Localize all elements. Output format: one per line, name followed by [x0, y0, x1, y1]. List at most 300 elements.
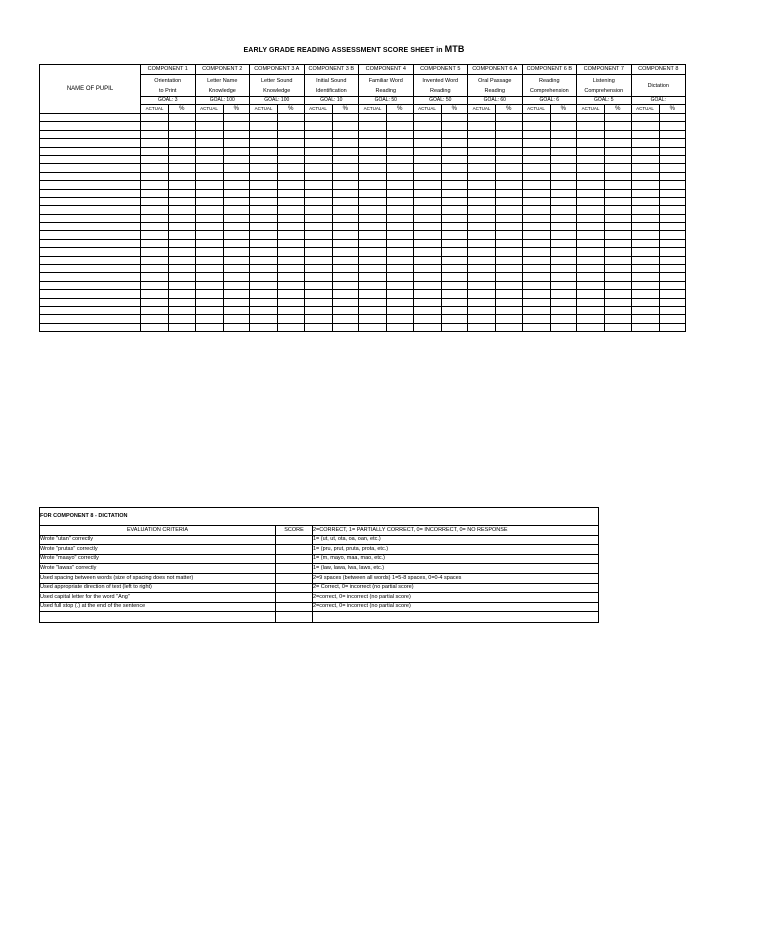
actual-score-cell[interactable]: [522, 290, 550, 298]
actual-score-cell[interactable]: [304, 248, 332, 256]
actual-score-cell[interactable]: [468, 248, 496, 256]
percent-score-cell[interactable]: [550, 265, 577, 273]
actual-score-cell[interactable]: [195, 155, 223, 163]
percent-score-cell[interactable]: [332, 323, 359, 331]
actual-score-cell[interactable]: [304, 181, 332, 189]
actual-score-cell[interactable]: [359, 298, 387, 306]
pupil-name-cell[interactable]: [40, 189, 141, 197]
actual-score-cell[interactable]: [468, 181, 496, 189]
actual-score-cell[interactable]: [468, 147, 496, 155]
percent-score-cell[interactable]: [659, 172, 686, 180]
percent-score-cell[interactable]: [169, 248, 196, 256]
percent-score-cell[interactable]: [659, 139, 686, 147]
percent-score-cell[interactable]: [659, 189, 686, 197]
actual-score-cell[interactable]: [250, 206, 278, 214]
percent-score-cell[interactable]: [387, 315, 414, 323]
actual-score-cell[interactable]: [304, 281, 332, 289]
percent-score-cell[interactable]: [496, 323, 523, 331]
actual-score-cell[interactable]: [468, 306, 496, 314]
actual-score-cell[interactable]: [577, 290, 605, 298]
percent-score-cell[interactable]: [278, 256, 305, 264]
actual-score-cell[interactable]: [359, 281, 387, 289]
pupil-name-cell[interactable]: [40, 323, 141, 331]
percent-score-cell[interactable]: [659, 281, 686, 289]
actual-score-cell[interactable]: [359, 155, 387, 163]
actual-score-cell[interactable]: [304, 214, 332, 222]
percent-score-cell[interactable]: [605, 122, 632, 130]
actual-score-cell[interactable]: [631, 323, 659, 331]
actual-score-cell[interactable]: [522, 181, 550, 189]
actual-score-cell[interactable]: [359, 265, 387, 273]
percent-score-cell[interactable]: [387, 231, 414, 239]
percent-score-cell[interactable]: [169, 231, 196, 239]
percent-score-cell[interactable]: [387, 323, 414, 331]
actual-score-cell[interactable]: [413, 139, 441, 147]
percent-score-cell[interactable]: [332, 223, 359, 231]
percent-score-cell[interactable]: [278, 181, 305, 189]
actual-score-cell[interactable]: [631, 139, 659, 147]
percent-score-cell[interactable]: [223, 306, 250, 314]
percent-score-cell[interactable]: [441, 147, 468, 155]
actual-score-cell[interactable]: [195, 248, 223, 256]
percent-score-cell[interactable]: [605, 223, 632, 231]
percent-score-cell[interactable]: [223, 298, 250, 306]
actual-score-cell[interactable]: [468, 315, 496, 323]
actual-score-cell[interactable]: [141, 265, 169, 273]
actual-score-cell[interactable]: [359, 172, 387, 180]
percent-score-cell[interactable]: [278, 248, 305, 256]
actual-score-cell[interactable]: [195, 223, 223, 231]
actual-score-cell[interactable]: [631, 298, 659, 306]
actual-score-cell[interactable]: [577, 130, 605, 138]
percent-score-cell[interactable]: [550, 248, 577, 256]
actual-score-cell[interactable]: [631, 290, 659, 298]
percent-score-cell[interactable]: [659, 256, 686, 264]
actual-score-cell[interactable]: [522, 139, 550, 147]
percent-score-cell[interactable]: [496, 265, 523, 273]
actual-score-cell[interactable]: [195, 290, 223, 298]
actual-score-cell[interactable]: [141, 290, 169, 298]
actual-score-cell[interactable]: [631, 155, 659, 163]
percent-score-cell[interactable]: [387, 298, 414, 306]
actual-score-cell[interactable]: [359, 248, 387, 256]
actual-score-cell[interactable]: [413, 231, 441, 239]
actual-score-cell[interactable]: [141, 130, 169, 138]
percent-score-cell[interactable]: [659, 298, 686, 306]
actual-score-cell[interactable]: [195, 197, 223, 205]
actual-score-cell[interactable]: [468, 206, 496, 214]
actual-score-cell[interactable]: [522, 239, 550, 247]
actual-score-cell[interactable]: [359, 206, 387, 214]
actual-score-cell[interactable]: [195, 214, 223, 222]
actual-score-cell[interactable]: [522, 248, 550, 256]
percent-score-cell[interactable]: [605, 197, 632, 205]
pupil-name-cell[interactable]: [40, 315, 141, 323]
actual-score-cell[interactable]: [522, 231, 550, 239]
percent-score-cell[interactable]: [169, 214, 196, 222]
actual-score-cell[interactable]: [195, 273, 223, 281]
actual-score-cell[interactable]: [359, 315, 387, 323]
percent-score-cell[interactable]: [496, 273, 523, 281]
actual-score-cell[interactable]: [468, 256, 496, 264]
percent-score-cell[interactable]: [278, 130, 305, 138]
actual-score-cell[interactable]: [577, 155, 605, 163]
actual-score-cell[interactable]: [577, 147, 605, 155]
percent-score-cell[interactable]: [659, 231, 686, 239]
percent-score-cell[interactable]: [496, 122, 523, 130]
percent-score-cell[interactable]: [441, 114, 468, 122]
percent-score-cell[interactable]: [332, 122, 359, 130]
percent-score-cell[interactable]: [278, 122, 305, 130]
actual-score-cell[interactable]: [413, 155, 441, 163]
actual-score-cell[interactable]: [522, 122, 550, 130]
percent-score-cell[interactable]: [441, 164, 468, 172]
actual-score-cell[interactable]: [413, 206, 441, 214]
percent-score-cell[interactable]: [659, 206, 686, 214]
actual-score-cell[interactable]: [359, 323, 387, 331]
percent-score-cell[interactable]: [550, 256, 577, 264]
actual-score-cell[interactable]: [522, 273, 550, 281]
percent-score-cell[interactable]: [387, 306, 414, 314]
percent-score-cell[interactable]: [496, 315, 523, 323]
percent-score-cell[interactable]: [550, 239, 577, 247]
actual-score-cell[interactable]: [359, 147, 387, 155]
criterion-score-cell[interactable]: [276, 564, 313, 574]
percent-score-cell[interactable]: [496, 164, 523, 172]
actual-score-cell[interactable]: [141, 214, 169, 222]
percent-score-cell[interactable]: [496, 181, 523, 189]
actual-score-cell[interactable]: [631, 231, 659, 239]
criterion-score-cell[interactable]: [276, 545, 313, 555]
actual-score-cell[interactable]: [413, 239, 441, 247]
actual-score-cell[interactable]: [250, 189, 278, 197]
percent-score-cell[interactable]: [659, 239, 686, 247]
actual-score-cell[interactable]: [250, 290, 278, 298]
actual-score-cell[interactable]: [141, 197, 169, 205]
percent-score-cell[interactable]: [605, 139, 632, 147]
percent-score-cell[interactable]: [550, 281, 577, 289]
percent-score-cell[interactable]: [169, 139, 196, 147]
actual-score-cell[interactable]: [250, 298, 278, 306]
percent-score-cell[interactable]: [223, 172, 250, 180]
actual-score-cell[interactable]: [577, 164, 605, 172]
percent-score-cell[interactable]: [550, 139, 577, 147]
actual-score-cell[interactable]: [195, 130, 223, 138]
actual-score-cell[interactable]: [413, 223, 441, 231]
percent-score-cell[interactable]: [496, 248, 523, 256]
actual-score-cell[interactable]: [468, 122, 496, 130]
percent-score-cell[interactable]: [169, 239, 196, 247]
actual-score-cell[interactable]: [631, 181, 659, 189]
percent-score-cell[interactable]: [332, 315, 359, 323]
actual-score-cell[interactable]: [522, 206, 550, 214]
actual-score-cell[interactable]: [631, 223, 659, 231]
percent-score-cell[interactable]: [441, 231, 468, 239]
percent-score-cell[interactable]: [223, 273, 250, 281]
pupil-name-cell[interactable]: [40, 197, 141, 205]
percent-score-cell[interactable]: [332, 306, 359, 314]
actual-score-cell[interactable]: [250, 197, 278, 205]
actual-score-cell[interactable]: [195, 298, 223, 306]
actual-score-cell[interactable]: [522, 189, 550, 197]
percent-score-cell[interactable]: [550, 231, 577, 239]
actual-score-cell[interactable]: [522, 214, 550, 222]
actual-score-cell[interactable]: [631, 130, 659, 138]
actual-score-cell[interactable]: [304, 147, 332, 155]
percent-score-cell[interactable]: [659, 214, 686, 222]
actual-score-cell[interactable]: [522, 306, 550, 314]
percent-score-cell[interactable]: [169, 256, 196, 264]
percent-score-cell[interactable]: [550, 122, 577, 130]
actual-score-cell[interactable]: [631, 265, 659, 273]
percent-score-cell[interactable]: [550, 164, 577, 172]
actual-score-cell[interactable]: [141, 298, 169, 306]
percent-score-cell[interactable]: [278, 164, 305, 172]
actual-score-cell[interactable]: [304, 239, 332, 247]
percent-score-cell[interactable]: [387, 197, 414, 205]
percent-score-cell[interactable]: [441, 323, 468, 331]
actual-score-cell[interactable]: [413, 122, 441, 130]
actual-score-cell[interactable]: [195, 181, 223, 189]
actual-score-cell[interactable]: [250, 114, 278, 122]
actual-score-cell[interactable]: [577, 298, 605, 306]
actual-score-cell[interactable]: [195, 206, 223, 214]
criterion-score-cell[interactable]: [276, 602, 313, 612]
actual-score-cell[interactable]: [359, 223, 387, 231]
percent-score-cell[interactable]: [278, 189, 305, 197]
percent-score-cell[interactable]: [332, 189, 359, 197]
percent-score-cell[interactable]: [332, 197, 359, 205]
percent-score-cell[interactable]: [169, 130, 196, 138]
percent-score-cell[interactable]: [496, 256, 523, 264]
percent-score-cell[interactable]: [223, 114, 250, 122]
percent-score-cell[interactable]: [659, 323, 686, 331]
actual-score-cell[interactable]: [522, 197, 550, 205]
percent-score-cell[interactable]: [332, 231, 359, 239]
actual-score-cell[interactable]: [250, 172, 278, 180]
actual-score-cell[interactable]: [250, 281, 278, 289]
percent-score-cell[interactable]: [332, 130, 359, 138]
actual-score-cell[interactable]: [304, 298, 332, 306]
actual-score-cell[interactable]: [304, 206, 332, 214]
actual-score-cell[interactable]: [250, 164, 278, 172]
percent-score-cell[interactable]: [550, 155, 577, 163]
blank-cell[interactable]: [276, 612, 313, 623]
actual-score-cell[interactable]: [359, 239, 387, 247]
actual-score-cell[interactable]: [577, 256, 605, 264]
pupil-name-cell[interactable]: [40, 155, 141, 163]
percent-score-cell[interactable]: [550, 147, 577, 155]
percent-score-cell[interactable]: [278, 323, 305, 331]
actual-score-cell[interactable]: [631, 172, 659, 180]
actual-score-cell[interactable]: [631, 273, 659, 281]
percent-score-cell[interactable]: [169, 189, 196, 197]
actual-score-cell[interactable]: [577, 114, 605, 122]
actual-score-cell[interactable]: [304, 155, 332, 163]
percent-score-cell[interactable]: [605, 147, 632, 155]
pupil-name-cell[interactable]: [40, 147, 141, 155]
actual-score-cell[interactable]: [468, 265, 496, 273]
actual-score-cell[interactable]: [359, 197, 387, 205]
actual-score-cell[interactable]: [195, 172, 223, 180]
actual-score-cell[interactable]: [468, 197, 496, 205]
actual-score-cell[interactable]: [631, 164, 659, 172]
actual-score-cell[interactable]: [141, 147, 169, 155]
actual-score-cell[interactable]: [522, 164, 550, 172]
percent-score-cell[interactable]: [169, 323, 196, 331]
actual-score-cell[interactable]: [631, 214, 659, 222]
percent-score-cell[interactable]: [441, 290, 468, 298]
pupil-name-cell[interactable]: [40, 281, 141, 289]
percent-score-cell[interactable]: [441, 130, 468, 138]
percent-score-cell[interactable]: [659, 164, 686, 172]
percent-score-cell[interactable]: [441, 189, 468, 197]
actual-score-cell[interactable]: [195, 315, 223, 323]
percent-score-cell[interactable]: [169, 155, 196, 163]
actual-score-cell[interactable]: [577, 139, 605, 147]
percent-score-cell[interactable]: [278, 206, 305, 214]
percent-score-cell[interactable]: [387, 139, 414, 147]
percent-score-cell[interactable]: [332, 214, 359, 222]
actual-score-cell[interactable]: [250, 265, 278, 273]
percent-score-cell[interactable]: [605, 298, 632, 306]
percent-score-cell[interactable]: [387, 281, 414, 289]
percent-score-cell[interactable]: [223, 231, 250, 239]
pupil-name-cell[interactable]: [40, 248, 141, 256]
actual-score-cell[interactable]: [522, 256, 550, 264]
percent-score-cell[interactable]: [278, 114, 305, 122]
percent-score-cell[interactable]: [387, 122, 414, 130]
blank-cell[interactable]: [313, 612, 599, 623]
actual-score-cell[interactable]: [141, 323, 169, 331]
percent-score-cell[interactable]: [169, 164, 196, 172]
actual-score-cell[interactable]: [304, 189, 332, 197]
actual-score-cell[interactable]: [359, 164, 387, 172]
percent-score-cell[interactable]: [387, 290, 414, 298]
actual-score-cell[interactable]: [195, 122, 223, 130]
actual-score-cell[interactable]: [304, 223, 332, 231]
percent-score-cell[interactable]: [387, 114, 414, 122]
actual-score-cell[interactable]: [522, 323, 550, 331]
actual-score-cell[interactable]: [304, 323, 332, 331]
percent-score-cell[interactable]: [441, 122, 468, 130]
actual-score-cell[interactable]: [141, 239, 169, 247]
percent-score-cell[interactable]: [441, 306, 468, 314]
percent-score-cell[interactable]: [278, 197, 305, 205]
percent-score-cell[interactable]: [223, 155, 250, 163]
actual-score-cell[interactable]: [631, 122, 659, 130]
criterion-score-cell[interactable]: [276, 535, 313, 545]
percent-score-cell[interactable]: [659, 114, 686, 122]
actual-score-cell[interactable]: [468, 214, 496, 222]
percent-score-cell[interactable]: [659, 248, 686, 256]
percent-score-cell[interactable]: [605, 315, 632, 323]
actual-score-cell[interactable]: [195, 256, 223, 264]
actual-score-cell[interactable]: [141, 189, 169, 197]
percent-score-cell[interactable]: [496, 239, 523, 247]
percent-score-cell[interactable]: [441, 298, 468, 306]
actual-score-cell[interactable]: [468, 231, 496, 239]
actual-score-cell[interactable]: [304, 197, 332, 205]
percent-score-cell[interactable]: [605, 265, 632, 273]
percent-score-cell[interactable]: [441, 139, 468, 147]
percent-score-cell[interactable]: [659, 306, 686, 314]
actual-score-cell[interactable]: [359, 130, 387, 138]
actual-score-cell[interactable]: [577, 172, 605, 180]
blank-cell[interactable]: [40, 612, 276, 623]
pupil-name-cell[interactable]: [40, 223, 141, 231]
actual-score-cell[interactable]: [413, 197, 441, 205]
percent-score-cell[interactable]: [169, 273, 196, 281]
actual-score-cell[interactable]: [631, 281, 659, 289]
percent-score-cell[interactable]: [605, 164, 632, 172]
actual-score-cell[interactable]: [468, 155, 496, 163]
actual-score-cell[interactable]: [468, 323, 496, 331]
percent-score-cell[interactable]: [496, 206, 523, 214]
percent-score-cell[interactable]: [332, 114, 359, 122]
actual-score-cell[interactable]: [141, 139, 169, 147]
percent-score-cell[interactable]: [387, 155, 414, 163]
criterion-score-cell[interactable]: [276, 554, 313, 564]
actual-score-cell[interactable]: [468, 273, 496, 281]
percent-score-cell[interactable]: [441, 256, 468, 264]
actual-score-cell[interactable]: [304, 122, 332, 130]
percent-score-cell[interactable]: [496, 130, 523, 138]
actual-score-cell[interactable]: [195, 139, 223, 147]
actual-score-cell[interactable]: [304, 172, 332, 180]
percent-score-cell[interactable]: [496, 223, 523, 231]
percent-score-cell[interactable]: [550, 206, 577, 214]
actual-score-cell[interactable]: [304, 273, 332, 281]
percent-score-cell[interactable]: [387, 130, 414, 138]
actual-score-cell[interactable]: [141, 231, 169, 239]
actual-score-cell[interactable]: [413, 273, 441, 281]
actual-score-cell[interactable]: [141, 155, 169, 163]
percent-score-cell[interactable]: [496, 290, 523, 298]
actual-score-cell[interactable]: [359, 273, 387, 281]
actual-score-cell[interactable]: [195, 281, 223, 289]
actual-score-cell[interactable]: [468, 139, 496, 147]
actual-score-cell[interactable]: [304, 114, 332, 122]
percent-score-cell[interactable]: [332, 281, 359, 289]
percent-score-cell[interactable]: [550, 290, 577, 298]
percent-score-cell[interactable]: [278, 306, 305, 314]
actual-score-cell[interactable]: [468, 189, 496, 197]
percent-score-cell[interactable]: [223, 281, 250, 289]
pupil-name-cell[interactable]: [40, 172, 141, 180]
percent-score-cell[interactable]: [387, 265, 414, 273]
percent-score-cell[interactable]: [659, 181, 686, 189]
actual-score-cell[interactable]: [522, 281, 550, 289]
actual-score-cell[interactable]: [141, 172, 169, 180]
percent-score-cell[interactable]: [441, 223, 468, 231]
percent-score-cell[interactable]: [332, 164, 359, 172]
actual-score-cell[interactable]: [577, 231, 605, 239]
criterion-score-cell[interactable]: [276, 583, 313, 593]
actual-score-cell[interactable]: [359, 122, 387, 130]
percent-score-cell[interactable]: [659, 130, 686, 138]
percent-score-cell[interactable]: [332, 248, 359, 256]
actual-score-cell[interactable]: [250, 181, 278, 189]
pupil-name-cell[interactable]: [40, 256, 141, 264]
actual-score-cell[interactable]: [413, 265, 441, 273]
actual-score-cell[interactable]: [195, 189, 223, 197]
actual-score-cell[interactable]: [577, 265, 605, 273]
actual-score-cell[interactable]: [141, 256, 169, 264]
percent-score-cell[interactable]: [387, 248, 414, 256]
percent-score-cell[interactable]: [605, 323, 632, 331]
pupil-name-cell[interactable]: [40, 273, 141, 281]
